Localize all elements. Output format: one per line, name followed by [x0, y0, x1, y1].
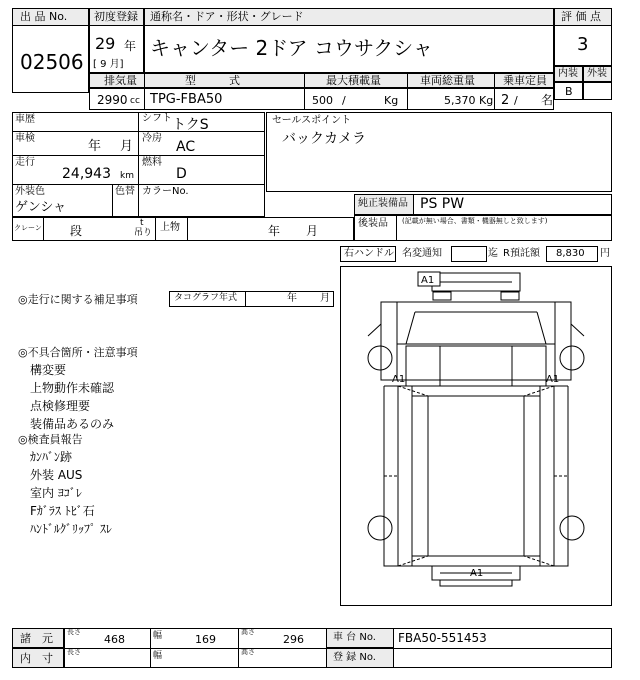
reg-label: 登 録 No.: [333, 652, 376, 663]
inspector-item: 室内 ﾖｺﾞﾚ: [30, 486, 82, 500]
dims-label: 諸 元: [20, 632, 53, 645]
inspector-item: Fｶﾞﾗｽ ﾄﾋﾞ石: [30, 504, 95, 518]
recycle-value: 8,830: [556, 248, 585, 259]
ac-label: 冷房: [142, 133, 162, 144]
mileage-label: 走行: [15, 157, 35, 168]
capacity-value: 2: [501, 93, 510, 108]
defect-item: 上物動作未確認: [30, 381, 115, 395]
capacity-unit: 名: [541, 93, 554, 107]
damage-mark-front: A1: [421, 275, 435, 286]
gross-weight-value: 5,370: [444, 94, 476, 107]
height-label: 高さ: [241, 628, 255, 636]
inner-label: 内 寸: [20, 652, 53, 665]
ac-value: AC: [176, 139, 196, 155]
running-notes-title: ◎走行に関する補足事項: [18, 293, 138, 306]
upper-month: 月: [306, 224, 319, 238]
recycle-unit: 円: [600, 248, 610, 259]
height-value: 296: [283, 633, 304, 646]
spec-label-row: [89, 73, 554, 88]
inspector-item: 外装 AUS: [30, 468, 83, 482]
chassis-label: 車 台 No.: [333, 632, 376, 643]
inspection-label: 車検: [15, 133, 35, 144]
width-value: 169: [195, 633, 216, 646]
inspection-year-unit: 年: [88, 139, 102, 154]
car-name: キャンター 2ドア コウサクシャ: [150, 36, 433, 60]
model-label: 型 式: [185, 74, 240, 87]
score-label: 評 価 点: [561, 10, 601, 23]
registration-year: 29: [95, 34, 116, 53]
sales-point-label: セールスポイント: [272, 115, 352, 126]
defects-title: ◎不具合箇所・注意事項: [18, 346, 138, 359]
registration-month: [ 9 月]: [93, 59, 124, 70]
tachograph-label: タコグラフ年式: [174, 293, 238, 303]
score-value: 3: [577, 34, 589, 55]
fuel-label: 燃料: [142, 157, 162, 168]
name-change-label: 名変通知: [402, 248, 442, 259]
upper-year: 年: [268, 224, 281, 238]
inspector-title: ◎検査員報告: [18, 433, 83, 446]
damage-mark-right: A1: [546, 374, 560, 385]
damage-mark-rear: A1: [470, 568, 484, 579]
gross-weight-label: 車両総重量: [420, 74, 475, 87]
lot-label: 出 品 No.: [20, 10, 68, 23]
length-label: 長さ: [67, 628, 81, 636]
crane-ton: t: [140, 218, 144, 228]
color-change-label: 色替: [115, 186, 135, 197]
color-label: 外装色: [15, 186, 45, 197]
inner-width-label: 幅: [153, 651, 163, 661]
max-load-unit: Kg: [384, 94, 399, 107]
sales-point-value: バックカメラ: [282, 131, 366, 147]
registration-year-unit: 年: [124, 39, 137, 53]
name-change-date-cell: [451, 246, 487, 262]
crane-lift: 吊り: [134, 228, 153, 238]
displacement-label: 排気量: [104, 74, 137, 87]
displacement-unit: cc: [130, 96, 140, 106]
car-name-label: 通称名・ドア・形状・グレード: [150, 10, 304, 23]
inner-length-label: 長さ: [67, 648, 81, 656]
color-value: ゲンシャ: [15, 200, 67, 215]
aftermarket-label: 後装品: [358, 218, 388, 229]
capacity-slash: /: [514, 94, 518, 107]
inspection-month-unit: 月: [120, 139, 134, 154]
history-label: 車歴: [15, 114, 35, 125]
deadline-mark: 迄: [488, 248, 498, 259]
inspector-item: ｶﾝﾊﾞﾝ跡: [30, 450, 73, 464]
inner-height-label: 高さ: [241, 648, 255, 656]
gross-weight-unit: Kg: [479, 94, 494, 107]
interior-score: B: [565, 85, 573, 98]
color-code-label: カラーNo.: [142, 186, 189, 197]
shift-value: トクS: [172, 117, 209, 133]
capacity-label: 乗車定員: [503, 74, 547, 87]
fuel-value: D: [176, 166, 187, 182]
crane-label: クレーン: [14, 224, 42, 232]
chassis-value: FBA50-551453: [398, 631, 487, 645]
max-load-value: 500: [312, 94, 333, 107]
tachograph-year: 年: [287, 293, 297, 304]
upper-label: 上物: [160, 222, 180, 233]
first-registration-label: 初度登録: [94, 10, 138, 23]
recycle-label: R預託額: [503, 248, 540, 259]
damage-mark-left: A1: [392, 374, 406, 385]
vehicle-damage-diagram: [340, 266, 612, 606]
exterior-label: 外装: [587, 68, 607, 79]
displacement-value: 2990: [97, 93, 128, 107]
crane-stage: 段: [70, 224, 83, 238]
max-load-label: 最大積載量: [326, 74, 381, 87]
model-value: TPG-FBA50: [150, 92, 223, 107]
defect-item: 装備品あるのみ: [30, 417, 115, 431]
exterior-score-cell: [583, 82, 612, 100]
steering-handle: 右ハンドル: [344, 248, 394, 259]
lot-number: 02506: [20, 50, 84, 74]
crane-row: [12, 217, 354, 241]
max-load-slash: /: [342, 94, 346, 107]
width-label: 幅: [153, 631, 163, 641]
aftermarket-note: (記載が無い場合、書類・機器無しと致します): [402, 217, 548, 225]
inspector-item: ﾊﾝﾄﾞﾙｸﾞﾘｯﾌﾟ ｽﾚ: [30, 522, 112, 536]
mileage-unit: km: [120, 171, 134, 181]
defect-item: 構変要: [30, 363, 67, 377]
equipment-label: 純正装備品: [358, 198, 408, 209]
tachograph-month: 月: [320, 293, 330, 304]
mileage-value: 24,943: [62, 166, 111, 182]
defect-item: 点検修理要: [30, 399, 91, 413]
length-value: 468: [104, 633, 125, 646]
equipment-value: PS PW: [420, 196, 465, 212]
interior-label: 内装: [558, 68, 578, 79]
shift-label: シフト: [142, 113, 172, 124]
